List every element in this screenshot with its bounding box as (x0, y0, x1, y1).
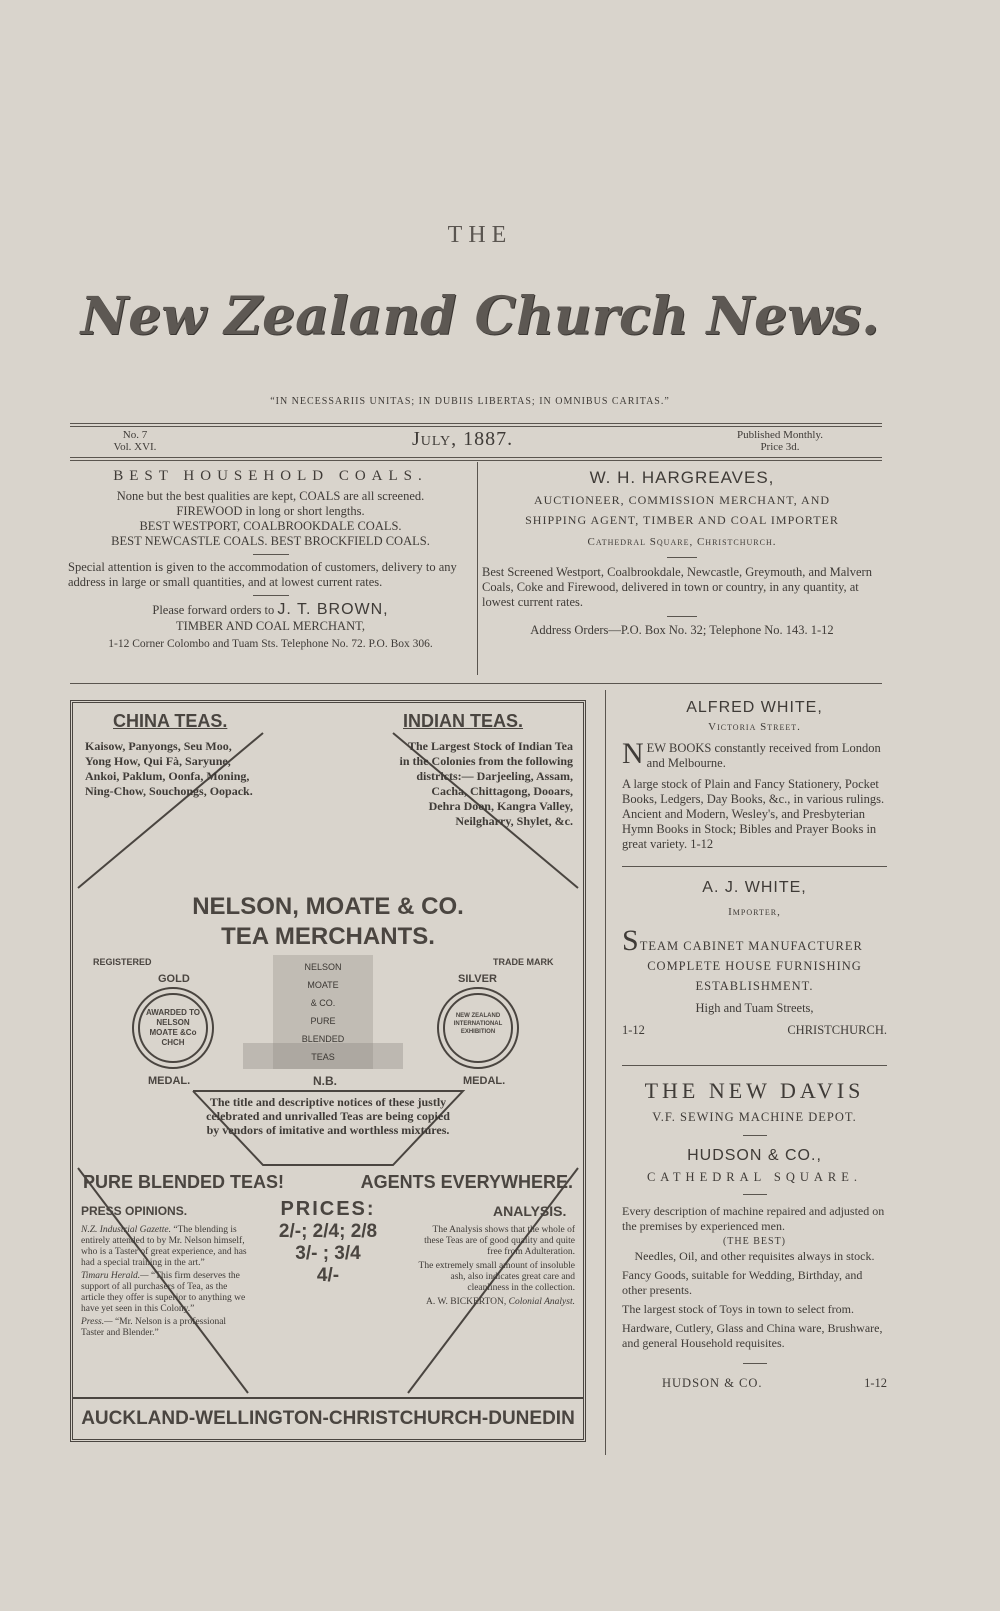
ad-hudson-name: HUDSON & CO., (687, 1147, 822, 1164)
ad-line: BEST NEWCASTLE COALS. BEST BROCKFIELD COALS. (111, 534, 430, 548)
medal-left: MEDAL. (148, 1075, 191, 1087)
company-name: NELSON, MOATE & CO. (192, 893, 464, 920)
ad-line: SHIPPING AGENT, TIMBER AND COAL IMPORTER (525, 513, 839, 527)
china-teas-title: CHINA TEAS. (113, 711, 228, 731)
medal-right: MEDAL. (463, 1075, 506, 1087)
ad-role: Importer, (728, 906, 781, 918)
ad-alfred-white (622, 698, 887, 852)
short-rule (743, 1194, 767, 1195)
indian-teas-title: INDIAN TEAS. (403, 711, 524, 731)
ad-forward: Please forward orders to (152, 603, 275, 617)
divider (70, 460, 882, 461)
ad-line: ESTABLISHMENT. (695, 979, 814, 993)
press-source: Press.— (81, 1317, 113, 1327)
ad-body: Best Screened Westport, Coalbrookdale, Newcastle, Greymouth, and Malvern Coals, Coke and Firewood, delivered in town or country, in any quantity, at lowest current rates. (482, 565, 872, 609)
ad-tea (70, 700, 586, 1442)
pagoda-line: & CO. (310, 998, 336, 1008)
prices-title: PRICES: (280, 1198, 376, 1220)
analysis (411, 1225, 575, 1308)
column-divider (605, 690, 606, 1455)
price-line: 2/-; 2/4; 2/8 (278, 1221, 378, 1242)
ad-hudson (622, 1078, 887, 1391)
short-rule (743, 1135, 767, 1136)
press-quote: “This firm deserves the support of all purchasers of Tea, as the article they offer is superior to anything we have yet seen in this Colony.” (81, 1271, 246, 1314)
ad-paragraph: The largest stock of Toys in town to select from. (622, 1302, 855, 1316)
short-rule (743, 1363, 767, 1364)
ad-aj-white (622, 878, 887, 1038)
ad-alfred-name: ALFRED WHITE, (686, 699, 823, 716)
ad-paragraph: Needles, Oil, and other requisites always in stock. (634, 1249, 875, 1263)
pagoda-line: BLENDED (301, 1034, 345, 1044)
pure-blended-teas: PURE BLENDED TEAS! (83, 1172, 285, 1192)
ad-paragraph: Hardware, Cutlery, Glass and China ware, Brushware, and general Household requisites. (622, 1321, 883, 1350)
ad-notice: Special attention is given to the accommodation of customers, delivery to any address in large or small quantities, and at lowest current rates. (68, 560, 457, 589)
short-rule (667, 616, 697, 617)
agents-everywhere: AGENTS EVERYWHERE. (360, 1172, 573, 1192)
price-line: 4/- (316, 1265, 340, 1286)
price: Price 3d. (760, 441, 800, 453)
drop-cap: N (622, 737, 644, 770)
issue-no: No. 7 (122, 429, 148, 441)
analysis-title: ANALYSIS. (493, 1203, 567, 1219)
tea-merchants: TEA MERCHANTS. (221, 923, 435, 950)
ad-subheading: V.F. SEWING MACHINE DEPOT. (652, 1110, 857, 1124)
frequency: Published Monthly. (736, 429, 824, 441)
ad-address: 1-12 Corner Colombo and Tuam Sts. Telephone No. 72. P.O. Box 306. (108, 638, 433, 650)
divider (622, 866, 887, 867)
ad-line: FIREWOOD in long or short lengths. (176, 504, 365, 518)
ad-lead: EW BOOKS constantly received from London and Melbourne. (646, 741, 881, 770)
ad-code: 1-12 (622, 1023, 645, 1037)
analysis-text: The extremely small amount of insoluble ash, also indicates great care and cleanliness in the collection. (418, 1261, 575, 1293)
pagoda-text (285, 958, 361, 1066)
divider (70, 683, 882, 684)
analysis-text: The Analysis shows that the whole of these Teas are of good quality and quite free from Adulteration. (424, 1225, 575, 1257)
issue-price (725, 429, 835, 453)
ad-hargreaves-name: W. H. HARGREAVES, (589, 468, 775, 487)
press-opinions-title: PRESS OPINIONS. (81, 1204, 188, 1218)
short-rule (667, 557, 697, 558)
column-divider (477, 462, 478, 675)
ad-body: A large stock of Plain and Fancy Stationery, Pocket Books, Ledgers, Day Books, &c., in various rulings. Ancient and Modern, Wesley's, and Presbyterian Hymn Books in Stock; Bibles and Prayer Books in great variety. 1-12 (622, 777, 885, 851)
short-rule (253, 595, 289, 596)
issue-volume: Vol. XVI. (113, 441, 157, 453)
ad-footer-code: 1-12 (864, 1376, 887, 1390)
ad-hudson-heading: THE NEW DAVIS (644, 1078, 865, 1103)
pagoda-line: NELSON (304, 962, 342, 972)
nb-text: The title and descriptive notices of these justly celebrated and unrivalled Teas are being copied by vendors of imitative and worthless mixtures. (206, 1095, 450, 1137)
ad-brown-heading: BEST HOUSEHOLD COALS. (113, 468, 428, 484)
short-rule (253, 554, 289, 555)
press-quote: “Mr. Nelson is a professional Taster and Blender.” (81, 1317, 227, 1338)
masthead-title: New Zealand Church News. (80, 286, 880, 347)
gold-medal-text: AWARDED TO NELSON MOATE &Co CHCH (145, 1008, 201, 1047)
divider (70, 457, 882, 458)
trade-mark-label: TRADE MARK (493, 957, 554, 967)
ad-paragraph: Every description of machine repaired and adjusted on the premises by experienced men. (622, 1204, 885, 1233)
ad-trade: TIMBER AND COAL MERCHANT, (176, 619, 365, 633)
masthead-the: THE (447, 222, 513, 248)
ad-street: Victoria Street. (708, 721, 801, 733)
ad-location: CATHEDRAL SQUARE. (646, 1170, 863, 1184)
china-teas-list: Kaisow, Panyongs, Seu Moo, Yong How, Qui Fà, Saryune, Ankoi, Paklum, Oonfa, Moning, Ning-Chow, Souchongs, Oopack. (85, 739, 253, 798)
divider (70, 423, 882, 424)
ad-brown (68, 466, 473, 652)
registered-label: REGISTERED (93, 957, 152, 967)
analyst-title: Colonial Analyst. (508, 1297, 575, 1307)
drop-cap: S (622, 924, 640, 957)
prices (253, 1198, 403, 1287)
pagoda-line: PURE (310, 1016, 336, 1026)
divider (70, 426, 882, 427)
gold-label: GOLD (158, 973, 190, 985)
silver-label: SILVER (458, 973, 497, 985)
press-source: N.Z. Industrial Gazette. (81, 1225, 171, 1235)
press-quote: “The blending is entirely attended to by Mr. Nelson himself, who is a Taster of great experience, and has had a special training in the art.” (81, 1225, 247, 1268)
ad-city: CHRISTCHURCH. (787, 1023, 887, 1037)
nb-label: N.B. (313, 1074, 337, 1088)
ad-line: BEST WESTPORT, COALBROOKDALE COALS. (139, 519, 402, 533)
ad-footer-name: HUDSON & CO. (662, 1376, 763, 1390)
ad-line: AUCTIONEER, COMMISSION MERCHANT, AND (533, 493, 831, 507)
ad-line: TEAM CABINET MANUFACTURER (639, 939, 863, 953)
price-line: 3/- ; 3/4 (295, 1243, 361, 1264)
ad-address: High and Tuam Streets, (695, 1001, 814, 1015)
ad-paragraph: Fancy Goods, suitable for Wedding, Birthday, and other presents. (622, 1268, 863, 1297)
divider (622, 1065, 887, 1066)
analyst-name: A. W. BICKERTON, (426, 1297, 507, 1307)
motto: “IN NECESSARIIS UNITAS; IN DUBIIS LIBERTAS; IN OMNIBUS CARITAS.” (270, 396, 670, 407)
issue-number (100, 429, 170, 453)
issue-date: July, 1887. (412, 428, 514, 450)
silver-medal-text: NEW ZEALAND INTERNATIONAL EXHIBITION (453, 1013, 503, 1035)
ad-best: (THE BEST) (722, 1236, 787, 1247)
ad-location: Cathedral Square, Christchurch. (587, 536, 777, 548)
ad-aj-name: A. J. WHITE, (702, 879, 807, 896)
ad-hargreaves (482, 468, 882, 638)
pagoda-line: MOATE (307, 980, 339, 990)
ad-brown-name: J. T. BROWN, (277, 601, 389, 618)
press-source: Timaru Herald.— (81, 1271, 149, 1281)
pagoda-line: TEAS (311, 1052, 335, 1062)
ad-address: Address Orders—P.O. Box No. 32; Telephone No. 143. 1-12 (530, 623, 834, 637)
indian-teas-list: The Largest Stock of Indian Tea in the Colonies from the following districts:— Darjeeling, Assam, Cacha, Chittagong, Dooars, Dehra Doon, Kangra Valley, Neilgharry, Shylet, &c. (399, 739, 573, 828)
ad-line: None but the best qualities are kept, COALS are all screened. (116, 489, 425, 503)
press-opinions (81, 1225, 249, 1339)
cities-banner: AUCKLAND-WELLINGTON-CHRISTCHURCH-DUNEDIN (81, 1408, 575, 1429)
ad-line: COMPLETE HOUSE FURNISHING (647, 959, 862, 973)
